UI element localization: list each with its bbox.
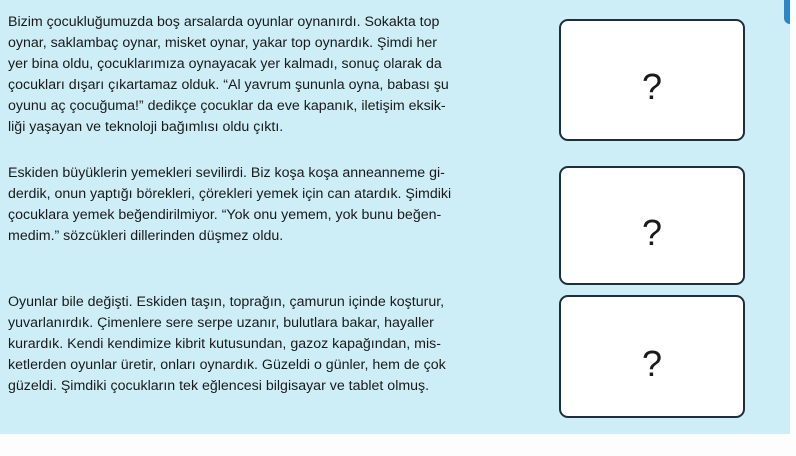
paragraph-line: çocuklara yemek beğendirilmiyor. “Yok onu yemem, yok bunu beğen- [8,207,442,223]
answer-box-3[interactable] [559,295,745,418]
paragraph-1 [8,12,504,138]
paragraph-3 [8,292,504,397]
answer-box-1[interactable] [559,19,745,141]
paragraph-line: çocukları dışarı çıkartamaz olduk. “Al yavrum şununla oyna, babası şu [8,77,449,93]
paragraph-line: medim.” sözcükleri dillerinden düşmez oldu. [8,228,284,244]
paragraph-line: güzeldi. Şimdiki çocukların tek eğlencesi bilgisayar ve tablet olmuş. [8,378,430,394]
page-edge-accent [784,0,790,24]
paragraph-line: yuvarlanırdık. Çimenlere sere serpe uzanır, bulutlara bakar, hayaller [8,315,434,331]
paragraph-line: Eskiden büyüklerin yemekleri sevilirdi. Biz koşa koşa anneanneme gi- [8,165,445,181]
paragraph-line: oyunu aç çocuğuma!” dedikçe çocuklar da eve kapanık, iletişim eksik- [8,98,446,114]
paragraph-line: oynar, saklambaç oynar, misket oynar, yakar top oynardık. Şimdi her [8,35,437,51]
paragraph-line: liği yaşayan ve teknoloji bağımlısı oldu çıktı. [8,119,284,135]
answer-box-question-mark: ? [641,66,663,107]
paragraph-line: ketlerden oyunlar üretir, onları oynardık. Güzeldi o günler, hem de çok [8,357,446,373]
paragraph-line: Bizim çocukluğumuzda boş arsalarda oyunlar oynanırdı. Sokakta top [8,14,440,30]
paragraph-line: derdik, onun yaptığı börekleri, çörekleri yemek için can atardık. Şimdiki [8,186,452,202]
paragraph-2 [8,163,504,247]
paragraph-line: kurardık. Kendi kendimize kibrit kutusundan, gazoz kapağından, mis- [8,336,441,352]
answer-box-question-mark: ? [641,342,663,384]
answer-box-question-mark: ? [641,211,663,253]
paragraph-line: yer bina oldu, çocuklarımıza oynayacak yer kalmadı, sonuç olarak da [8,56,442,72]
paragraph-line: Oyunlar bile değişti. Eskiden taşın, toprağın, çamurun içinde koşturur, [8,294,445,310]
answer-box-2[interactable] [559,166,745,285]
